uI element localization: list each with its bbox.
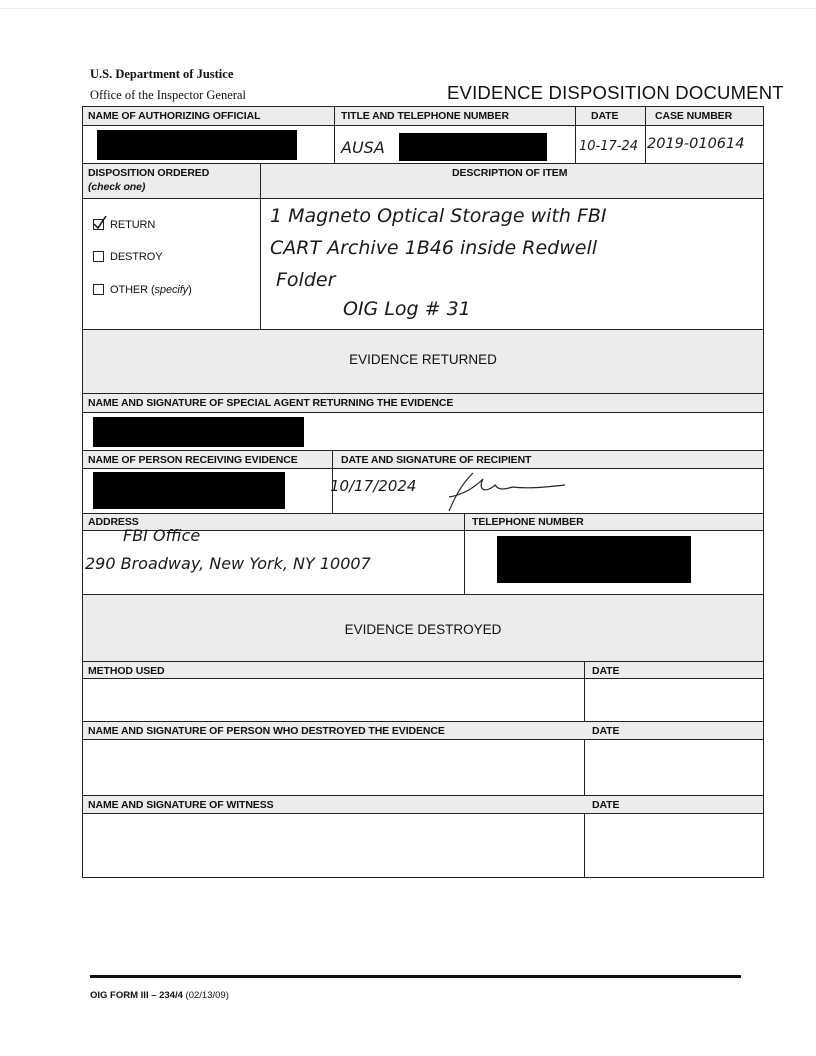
option-other-suffix: ) (188, 284, 192, 296)
case-number-label: CASE NUMBER (655, 110, 733, 122)
option-other-label (110, 284, 192, 296)
case-number-value[interactable]: 2019-010614 (647, 136, 745, 152)
agency-name: U.S. Department of Justice (90, 67, 234, 81)
date-label: DATE (591, 110, 619, 122)
check-icon (93, 216, 107, 229)
recipient-signature (443, 467, 573, 515)
title-phone-label: TITLE AND TELEPHONE NUMBER (341, 110, 509, 122)
address-line-2[interactable]: 290 Broadway, New York, NY 10007 (85, 554, 371, 573)
evidence-form (82, 106, 764, 878)
receiver-label: NAME OF PERSON RECEIVING EVIDENCE (88, 454, 298, 466)
description-line-3[interactable]: Folder (276, 269, 336, 291)
footer-rule (90, 975, 741, 978)
scan-edge-line (0, 8, 816, 9)
method-label: METHOD USED (88, 665, 165, 677)
form-id: OIG FORM III – 234/4 (90, 990, 183, 1001)
return-checkbox[interactable] (93, 219, 104, 230)
address-line-1[interactable]: FBI Office (123, 526, 201, 545)
description-label: DESCRIPTION OF ITEM (452, 167, 568, 179)
redacted-receiver-name (93, 472, 285, 509)
divider (83, 813, 763, 814)
recipient-date-label: DATE AND SIGNATURE OF RECIPIENT (341, 454, 532, 466)
divider (464, 514, 465, 594)
document-title: EVIDENCE DISPOSITION DOCUMENT (447, 82, 784, 103)
destroyed-section-title: EVIDENCE DESTROYED (344, 622, 502, 637)
divider (83, 678, 763, 679)
redacted-phone-number (497, 536, 691, 583)
description-line-1[interactable]: 1 Magneto Optical Storage with FBI (270, 205, 607, 227)
witness-label: NAME AND SIGNATURE OF WITNESS (88, 799, 274, 811)
description-line-2[interactable]: CART Archive 1B46 inside Redwell (270, 237, 598, 259)
divider (334, 107, 335, 163)
destroyer-date-label: DATE (592, 725, 620, 737)
title-value[interactable]: AUSA (341, 138, 385, 157)
option-return-label: RETURN (110, 219, 156, 231)
method-date-label: DATE (592, 665, 620, 677)
divider (575, 107, 576, 163)
form-footer (90, 990, 229, 1001)
disposition-sublabel: (check one) (88, 181, 146, 193)
option-destroy-label: DESTROY (110, 251, 163, 263)
recipient-date-value[interactable]: 10/17/2024 (330, 477, 417, 495)
address-label: ADDRESS (88, 516, 139, 528)
disposition-label: DISPOSITION ORDERED (88, 167, 210, 179)
form-date: (02/13/09) (182, 990, 229, 1001)
option-other-prefix: OTHER ( (110, 284, 155, 296)
divider (83, 412, 763, 413)
redacted-official-name (97, 130, 297, 160)
agent-label: NAME AND SIGNATURE OF SPECIAL AGENT RETURNING THE EVIDENCE (88, 397, 454, 409)
divider (83, 125, 763, 126)
destroyer-label: NAME AND SIGNATURE OF PERSON WHO DESTROYED THE EVIDENCE (88, 725, 445, 737)
divider (83, 198, 763, 199)
redacted-agent-name (93, 417, 304, 447)
divider (83, 468, 763, 469)
divider (645, 107, 646, 163)
divider (584, 662, 585, 878)
option-other-italic: specify (154, 284, 189, 296)
other-checkbox[interactable] (93, 284, 104, 295)
phone-label: TELEPHONE NUMBER (472, 516, 584, 528)
authorizing-official-label: NAME OF AUTHORIZING OFFICIAL (88, 110, 261, 122)
witness-date-label: DATE (592, 799, 620, 811)
destroy-checkbox[interactable] (93, 251, 104, 262)
returned-section-title: EVIDENCE RETURNED (349, 352, 497, 367)
description-line-4[interactable]: OIG Log # 31 (343, 298, 471, 320)
divider (260, 164, 261, 329)
divider (83, 739, 763, 740)
office-name: Office of the Inspector General (90, 88, 246, 102)
redacted-phone (399, 133, 547, 161)
date-value[interactable]: 10-17-24 (579, 139, 639, 154)
method-label-bg (83, 662, 763, 678)
